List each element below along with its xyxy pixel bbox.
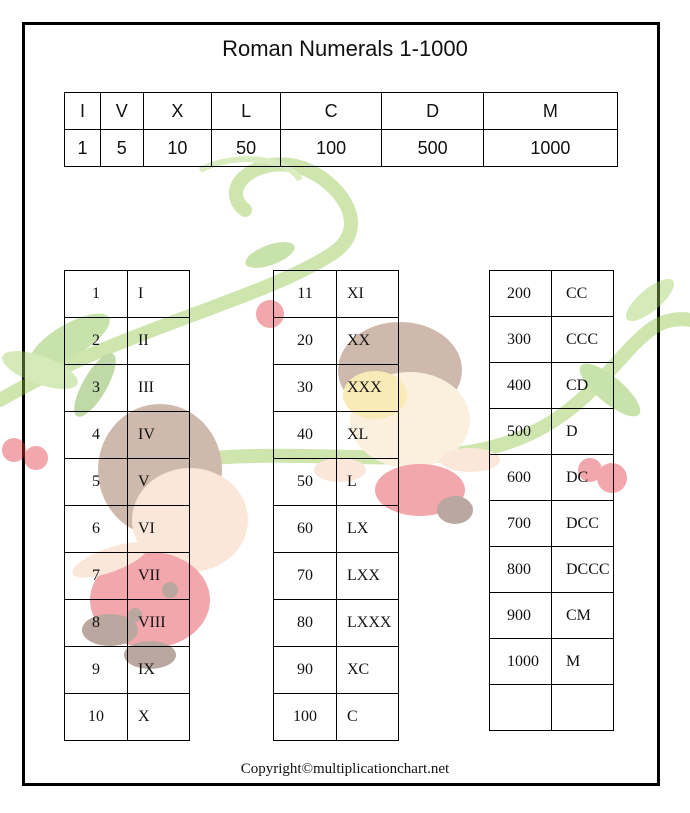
numeral-cell: III	[128, 365, 190, 412]
table-row	[490, 409, 614, 455]
table-row	[490, 639, 614, 685]
table-row	[274, 365, 399, 412]
value-cell: 1	[65, 130, 101, 167]
numeral-cell: LXX	[337, 553, 399, 600]
table-row	[65, 506, 190, 553]
table-row	[274, 647, 399, 694]
number-cell: 50	[274, 459, 337, 506]
numeral-cell: XL	[337, 412, 399, 459]
numeral-cell: LX	[337, 506, 399, 553]
table-row	[490, 317, 614, 363]
numeral-cell: XXX	[337, 365, 399, 412]
numerals-table-1-to-10	[64, 270, 190, 741]
numeral-cell: M	[552, 639, 614, 685]
number-cell: 80	[274, 600, 337, 647]
numeral-cell: C	[337, 694, 399, 741]
numeral-cell: D	[552, 409, 614, 455]
value-cell: 10	[143, 130, 212, 167]
table-row	[65, 647, 190, 694]
numeral-cell: VII	[128, 553, 190, 600]
table-row	[490, 501, 614, 547]
table-row	[65, 694, 190, 741]
numeral-cell: XI	[337, 271, 399, 318]
number-cell: 300	[490, 317, 552, 363]
symbol-cell: C	[280, 93, 381, 130]
table-row	[65, 459, 190, 506]
table-row	[490, 455, 614, 501]
numeral-cell: I	[128, 271, 190, 318]
number-cell	[490, 685, 552, 731]
table-row	[490, 271, 614, 317]
numeral-cell: XC	[337, 647, 399, 694]
value-cell: 50	[212, 130, 281, 167]
numeral-cell: IV	[128, 412, 190, 459]
table-row	[274, 412, 399, 459]
numeral-cell: IX	[128, 647, 190, 694]
copyright-text: Copyright©multiplicationchart.net	[240, 761, 450, 777]
numeral-cell: DCC	[552, 501, 614, 547]
number-cell: 200	[490, 271, 552, 317]
numeral-cell	[552, 685, 614, 731]
number-cell: 800	[490, 547, 552, 593]
table-row	[274, 600, 399, 647]
symbol-cell: M	[483, 93, 617, 130]
symbol-cell: V	[100, 93, 143, 130]
symbol-cell: D	[382, 93, 483, 130]
table-row	[490, 685, 614, 731]
number-cell: 7	[65, 553, 128, 600]
number-cell: 500	[490, 409, 552, 455]
page-title: Roman Numerals 1-1000	[222, 36, 468, 61]
table-row	[490, 593, 614, 639]
table-row	[490, 547, 614, 593]
numeral-cell: X	[128, 694, 190, 741]
table-row	[65, 553, 190, 600]
numeral-cell: XX	[337, 318, 399, 365]
numeral-cell: LXXX	[337, 600, 399, 647]
value-cell: 1000	[483, 130, 617, 167]
number-cell: 4	[65, 412, 128, 459]
number-cell: 100	[274, 694, 337, 741]
table-row	[65, 600, 190, 647]
number-cell: 600	[490, 455, 552, 501]
table-row	[65, 412, 190, 459]
number-cell: 10	[65, 694, 128, 741]
number-cell: 1	[65, 271, 128, 318]
table-row	[65, 271, 190, 318]
value-cell: 500	[382, 130, 483, 167]
table-row	[490, 363, 614, 409]
number-cell: 9	[65, 647, 128, 694]
symbol-cell: L	[212, 93, 281, 130]
number-cell: 11	[274, 271, 337, 318]
number-cell: 3	[65, 365, 128, 412]
number-cell: 60	[274, 506, 337, 553]
numeral-cell: CCC	[552, 317, 614, 363]
number-cell: 90	[274, 647, 337, 694]
number-cell: 6	[65, 506, 128, 553]
symbol-cell: X	[143, 93, 212, 130]
numeral-cell: II	[128, 318, 190, 365]
number-cell: 8	[65, 600, 128, 647]
numeral-cell: L	[337, 459, 399, 506]
numerals-table-200-to-1000	[489, 270, 614, 731]
numerals-table-11-to-100	[273, 270, 399, 741]
values-row	[65, 130, 618, 167]
number-cell: 5	[65, 459, 128, 506]
table-row	[274, 459, 399, 506]
table-row	[274, 318, 399, 365]
symbols-row	[65, 93, 618, 130]
number-cell: 30	[274, 365, 337, 412]
table-row	[274, 506, 399, 553]
symbol-cell: I	[65, 93, 101, 130]
number-cell: 40	[274, 412, 337, 459]
number-cell: 400	[490, 363, 552, 409]
value-cell: 5	[100, 130, 143, 167]
number-cell: 1000	[490, 639, 552, 685]
numeral-cell: CM	[552, 593, 614, 639]
value-cell: 100	[280, 130, 381, 167]
table-row	[274, 553, 399, 600]
numeral-cell: CD	[552, 363, 614, 409]
number-cell: 20	[274, 318, 337, 365]
table-row	[274, 271, 399, 318]
numeral-cell: V	[128, 459, 190, 506]
base-symbols-table	[64, 92, 618, 167]
number-cell: 700	[490, 501, 552, 547]
number-cell: 900	[490, 593, 552, 639]
number-cell: 70	[274, 553, 337, 600]
numeral-cell: CC	[552, 271, 614, 317]
table-row	[274, 694, 399, 741]
numeral-cell: VI	[128, 506, 190, 553]
numeral-cell: DCCC	[552, 547, 614, 593]
number-cell: 2	[65, 318, 128, 365]
numeral-cell: VIII	[128, 600, 190, 647]
table-row	[65, 318, 190, 365]
numeral-cell: DC	[552, 455, 614, 501]
table-row	[65, 365, 190, 412]
